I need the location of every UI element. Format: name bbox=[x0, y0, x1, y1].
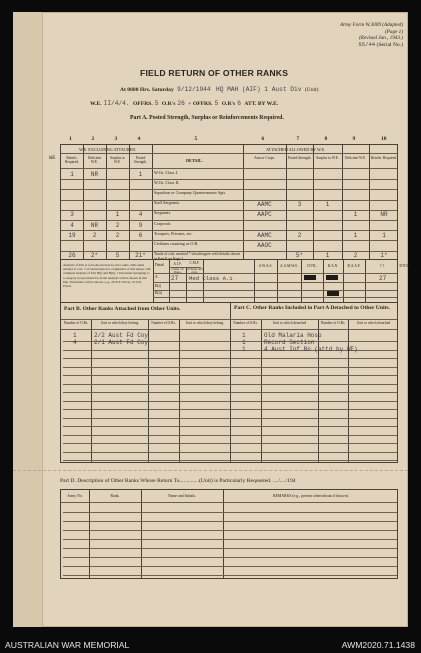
part-c-column-header: Number of O.Rs. bbox=[233, 321, 258, 325]
row-value: NR bbox=[380, 211, 388, 219]
ruled-line bbox=[63, 384, 397, 385]
column-number: 1 bbox=[69, 136, 72, 142]
ruled-line bbox=[63, 358, 397, 359]
part-b-heading: Part B. Other Ranks Attached from Other Units. bbox=[64, 306, 181, 312]
right-column-header: Posted Strength. bbox=[287, 156, 312, 160]
part-d-column-header: Name and Initials. bbox=[168, 494, 196, 498]
part-b-column-header: Unit to which they belong bbox=[185, 321, 224, 325]
part-d-column-rule bbox=[89, 490, 90, 578]
fold-line bbox=[13, 470, 408, 471]
row-value: 1 bbox=[325, 252, 330, 260]
row-value: 2 bbox=[297, 231, 302, 239]
part-c-unit: Old Malaria Hosp bbox=[264, 332, 322, 339]
part-d-column-header: Rank. bbox=[110, 494, 120, 498]
row-value: AAOC bbox=[257, 241, 272, 249]
left-group-label: W.E. EXCLUDING ATTACHED. bbox=[79, 147, 137, 152]
part-d-ruled-line bbox=[63, 566, 397, 567]
part-c-column-header: Number of O.Rs. bbox=[320, 321, 346, 325]
details-row-label: B(i) bbox=[155, 284, 162, 288]
details-row-rule bbox=[153, 282, 397, 283]
details-row-label: A. bbox=[155, 275, 159, 279]
army-form-reference bbox=[313, 22, 403, 48]
ruled-line bbox=[63, 443, 397, 444]
group-header-rule bbox=[61, 153, 397, 154]
details-row-label: Detail bbox=[155, 263, 165, 267]
unit-name: HQ MAH (AIF) 1 Aust Div bbox=[216, 86, 302, 93]
form-title: FIELD RETURN OF OTHER RANKS bbox=[140, 68, 289, 78]
row-detail-label: Staff Sergeants bbox=[154, 200, 180, 206]
row-value: 1 bbox=[138, 170, 143, 178]
ruled-line bbox=[63, 401, 397, 402]
row-value: 3 bbox=[70, 211, 74, 219]
row-detail-label: Corporals bbox=[154, 220, 171, 226]
part-b-unit: 2/1 Aust Fd Coy bbox=[94, 339, 149, 346]
row-value: 1* bbox=[380, 252, 388, 260]
details-column-rule bbox=[153, 260, 154, 302]
right-column-header: Reinfts. Required. bbox=[370, 156, 398, 160]
part-a-heading: Part A. Posted Strength, Surplus or Reinforcements Required. bbox=[130, 115, 284, 121]
part-c-unit: 4 Aust Inf Bn (attd by WE) bbox=[264, 346, 358, 353]
ruled-line bbox=[63, 418, 397, 419]
part-b-column-header: Number of O.Rs. bbox=[151, 321, 176, 325]
row-value: 2* bbox=[90, 252, 99, 260]
part-d-column-header: REMARKS (e.g., present whereabouts if known). bbox=[273, 494, 349, 498]
part-d-ruled-line bbox=[63, 512, 397, 513]
analysis-note: Analysis of Part A to be shown here by ALL units. Only units entitled to cols. 7 of instructions for completion of this return, will complete analysis of Part B(i) and B(ii). † Personnel belonging to a category not provided for in the analysis will be shown in this line. Particulars will be shown, e.g., 26 W.E. Privat. 10 N.Z. Privat. bbox=[63, 263, 151, 289]
column-number: 6 bbox=[261, 136, 265, 142]
aif-value: 27 bbox=[171, 275, 179, 282]
part-c-count: 1 bbox=[242, 346, 246, 353]
left-column-header: Posted Strength. bbox=[133, 156, 148, 164]
return-time-line: At 0600 Hrs. Saturday 9/12/1944 HQ MAH (AIF) 1 Aust Div (Unit) bbox=[120, 86, 319, 93]
column-rule bbox=[286, 145, 287, 259]
ruled-line bbox=[63, 392, 397, 393]
part-d-ruled-line bbox=[63, 539, 397, 540]
column-rule bbox=[152, 145, 153, 259]
part-c-unit: Record Section bbox=[264, 339, 315, 346]
ruled-line bbox=[63, 409, 397, 410]
left-column-header: Reinfts. Required. bbox=[64, 156, 80, 164]
part-d-header-rule bbox=[61, 502, 397, 503]
details-row-rule bbox=[153, 290, 397, 291]
row-detail-label: Totals of cols. marked * should agree with details shown in Part E on Page 2. bbox=[154, 252, 241, 261]
binding-margin bbox=[13, 12, 43, 627]
row-value: 5* bbox=[295, 252, 304, 260]
row-value: AAPC bbox=[257, 211, 272, 219]
accession-number: AWM2020.71.1438 bbox=[341, 640, 415, 650]
part-c-column-header: Unit to which detached bbox=[272, 321, 307, 325]
we-stamp: WE bbox=[49, 154, 56, 161]
column-rule bbox=[369, 145, 370, 259]
details-header: TOTAL. bbox=[399, 264, 412, 268]
row-value: 6 bbox=[138, 231, 143, 239]
detail-column-header: DETAIL. bbox=[186, 158, 203, 163]
row-value: 4 bbox=[138, 211, 143, 219]
row-value: 1 bbox=[70, 170, 74, 178]
row-value: NR bbox=[90, 170, 99, 178]
cmf-sub-header: Under 19 Years. bbox=[171, 266, 184, 274]
parts-header-top bbox=[61, 319, 397, 320]
details-header: R.A.N. bbox=[327, 264, 339, 268]
row-value: 4 bbox=[70, 221, 74, 229]
part-d-column-rule bbox=[223, 490, 224, 578]
header-rule bbox=[61, 168, 397, 169]
row-value: 3 bbox=[297, 201, 302, 209]
part-d-column-header: Army No. bbox=[67, 494, 83, 498]
ruled-line bbox=[63, 367, 397, 368]
caption-bar bbox=[0, 638, 421, 652]
column-number: 7 bbox=[296, 136, 300, 142]
column-number: 3 bbox=[114, 136, 118, 142]
part-c-count: 1 bbox=[242, 339, 246, 346]
right-column-header: Arm or Corps. bbox=[254, 156, 275, 160]
row-value: AAMC bbox=[257, 201, 272, 209]
ruled-line bbox=[63, 452, 397, 453]
row-value: 2 bbox=[92, 231, 97, 239]
row-value: NR bbox=[90, 221, 99, 229]
row-value: 1 bbox=[353, 211, 358, 219]
right-column-header: Deficient W.E. bbox=[344, 156, 367, 160]
part-d-ruled-line bbox=[63, 548, 397, 549]
parts-header-bottom bbox=[61, 329, 397, 330]
details-header: † † bbox=[379, 264, 385, 268]
row-value: 2 bbox=[115, 221, 120, 229]
ruled-line bbox=[63, 460, 397, 461]
part-b-count: 1 bbox=[73, 332, 77, 339]
row-value: 21* bbox=[135, 252, 146, 260]
left-column-header: Surplus to W.E. bbox=[110, 156, 125, 164]
row-value: 26 bbox=[68, 252, 76, 260]
part-d-heading: Part D. Description of Other Ranks Whose Return To..............(Unit) is Particularly Requested. ..../..../194 bbox=[60, 478, 296, 484]
total-value: 27 bbox=[379, 275, 387, 282]
ruled-line bbox=[63, 426, 397, 427]
cmf-sub-header: 19 Years and over. bbox=[186, 266, 203, 274]
ruled-line bbox=[63, 435, 397, 436]
serial-number: 55/44 bbox=[358, 40, 376, 48]
we-number: II/4/4. bbox=[103, 100, 130, 107]
serial-label: (Serial No.) bbox=[376, 41, 403, 48]
blacked-box bbox=[326, 275, 338, 280]
establishment-line: W.E. II/4/4. OFFRS. 5 O.R's 26 + OFFRS. 5 O.R's 6 ATT. BY W.E. bbox=[90, 100, 279, 107]
part-c-column-header: Unit to which detached bbox=[356, 321, 391, 325]
part-d-column-rule bbox=[141, 490, 142, 578]
details-row-label: B(ii) bbox=[155, 291, 163, 295]
part-d-ruled-line bbox=[63, 557, 397, 558]
details-header: CIVIL. bbox=[306, 264, 318, 268]
row-value: 1 bbox=[325, 201, 330, 209]
details-header: C.M.F. bbox=[189, 261, 200, 265]
part-b-column-header: Number of O.Rs. bbox=[63, 321, 89, 325]
part-c-count: 1 bbox=[242, 332, 246, 339]
part-b-count: 4 bbox=[73, 339, 77, 346]
details-analysis-table bbox=[60, 260, 412, 303]
part-d-ruled-line bbox=[63, 530, 397, 531]
part-b-unit: 2/2 Aust Fd Coy bbox=[94, 332, 149, 339]
row-value: 1 bbox=[353, 231, 358, 239]
details-header: A.A.M.W.S. bbox=[280, 264, 298, 268]
army-form-number: Army Form W.3009 (Adapted) bbox=[340, 22, 403, 28]
right-column-header: Surplus to W.E. bbox=[316, 156, 339, 160]
column-number: 10 bbox=[381, 136, 387, 142]
details-header: A.W.A.S. bbox=[258, 264, 273, 268]
column-rule bbox=[342, 145, 343, 259]
ruled-line bbox=[63, 375, 397, 376]
right-group-label: ATTACHED ALLOWED BY W.E. bbox=[266, 147, 326, 152]
row-value: 2 bbox=[353, 252, 358, 260]
column-number: 8 bbox=[324, 136, 328, 142]
column-rule bbox=[243, 145, 244, 259]
details-header: R.A.A.F. bbox=[347, 264, 361, 268]
part-b-column-header: Unit to which they belong bbox=[100, 321, 139, 325]
page-number: (Page 1) bbox=[384, 28, 403, 35]
part-d-ruled-line bbox=[63, 521, 397, 522]
blacked-box bbox=[304, 275, 316, 280]
revised-date: (Revised Jan., 1943.) bbox=[359, 35, 403, 42]
details-row-rule bbox=[153, 297, 397, 298]
section-divider bbox=[230, 303, 231, 462]
column-number: 9 bbox=[352, 136, 356, 142]
row-detail-label: W.Os. Class I. bbox=[154, 169, 178, 175]
row-value: 2 bbox=[115, 231, 120, 239]
part-d-ruled-line bbox=[63, 575, 397, 576]
column-number: 4 bbox=[137, 136, 141, 142]
parts-b-c-section bbox=[60, 303, 398, 463]
part-a-table bbox=[49, 144, 398, 261]
column-numbers bbox=[60, 136, 398, 144]
row-value: 9 bbox=[138, 221, 143, 229]
row-value: AAMC bbox=[257, 231, 272, 239]
column-number: 2 bbox=[91, 136, 95, 142]
row-detail-label: Sergeants bbox=[154, 210, 171, 216]
details-header: A.I.F. bbox=[173, 262, 182, 266]
archive-name: AUSTRALIAN WAR MEMORIAL bbox=[5, 640, 130, 650]
row-value: 1 bbox=[115, 211, 120, 219]
row-value: 5 bbox=[115, 252, 120, 260]
left-column-header: Deficient W.E. bbox=[87, 156, 102, 164]
row-value: 19 bbox=[68, 231, 76, 239]
part-c-heading: Part C. Other Ranks Included in Part A Detached to Other Units. bbox=[234, 305, 390, 311]
blacked-box bbox=[327, 291, 339, 296]
row-detail-label: Civilians counting as O.R. bbox=[154, 240, 199, 246]
part-d-table bbox=[60, 489, 398, 579]
row-value: 1 bbox=[382, 231, 386, 239]
row-detail-label: Troopers, Privates, etc. bbox=[154, 230, 193, 236]
category-typed: Med Class A.1 bbox=[189, 275, 233, 282]
row-detail-label: Squadron or Company Quartermaster Sgts. bbox=[154, 189, 227, 195]
column-number: 5 bbox=[194, 136, 198, 142]
column-rule bbox=[313, 145, 314, 259]
return-date: 9/12/1944 bbox=[177, 86, 211, 93]
row-detail-label: W.Os. Class II. bbox=[154, 179, 180, 185]
